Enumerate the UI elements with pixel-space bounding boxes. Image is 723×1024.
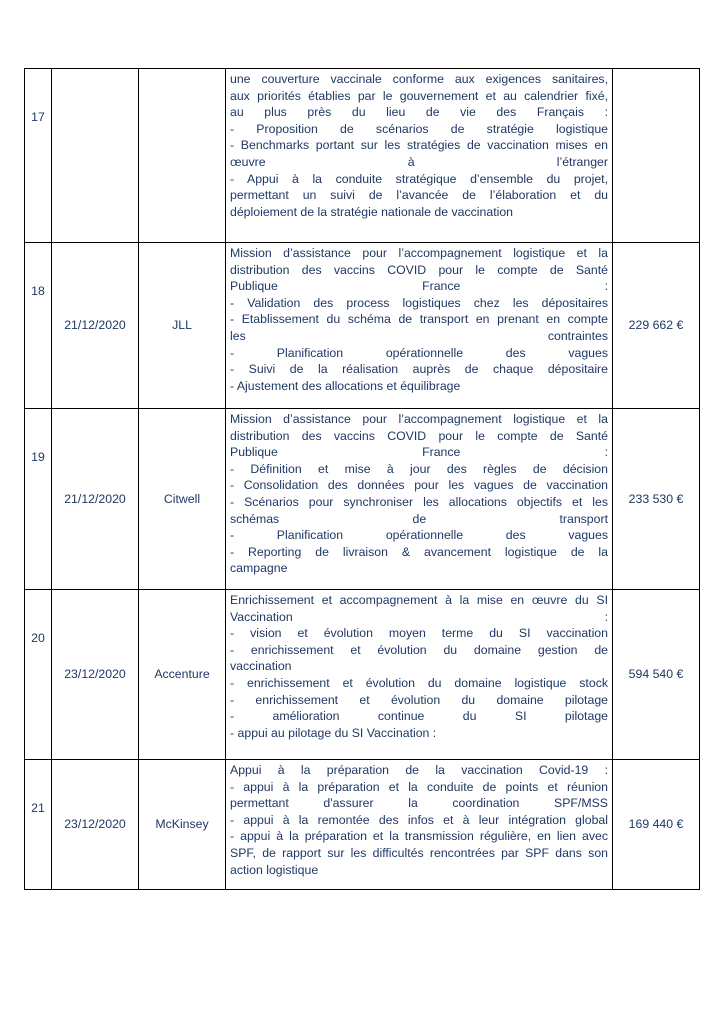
description-line: - Etablissement du schéma de transport en prenant en compte <box>230 312 608 327</box>
description-line: - appui à la préparation et la transmission régulière, en lien avec <box>230 829 608 844</box>
mission-description <box>226 590 613 760</box>
description-line: Vaccination : <box>230 609 608 624</box>
description-line: - Planification opérationnelle des vagues <box>230 345 608 360</box>
contract-amount: 594 540 € <box>613 590 700 760</box>
table-row <box>25 69 700 243</box>
description-line: - Appui à la conduite stratégique d’ensemble du projet, <box>230 171 608 186</box>
contract-date <box>52 69 139 243</box>
description-line: Mission d’assistance pour l’accompagnement logistique et la <box>230 246 608 260</box>
description-line: - Benchmarks portant sur les stratégies de vaccination mises en <box>230 138 608 153</box>
row-number: 18 <box>25 243 52 409</box>
contract-date: 23/12/2020 <box>52 590 139 760</box>
description-line: - amélioration continue du SI pilotage <box>230 709 608 724</box>
description-line: campagne <box>230 561 288 576</box>
mission-description <box>226 409 613 590</box>
description-line: Publique France : <box>230 279 608 294</box>
description-line: Mission d’assistance pour l’accompagnement logistique et la <box>230 412 608 426</box>
row-number: 19 <box>25 409 52 590</box>
description-line: - Validation des process logistiques chez les dépositaires <box>230 295 608 310</box>
description-line: - Proposition de scénarios de stratégie logistique <box>230 121 608 136</box>
description-line: - enrichissement et évolution du domaine logistique stock <box>230 675 608 690</box>
table-row <box>25 409 700 590</box>
description-line: vaccination <box>230 659 292 674</box>
description-line: schémas de transport <box>230 511 608 526</box>
description-line: - appui au pilotage du SI Vaccination : <box>230 725 437 740</box>
description-line: au plus près du lieu de vie des Français : <box>230 105 608 120</box>
row-number: 20 <box>25 590 52 760</box>
description-line: - Consolidation des données pour les vagues de vaccination <box>230 478 608 493</box>
description-line: - appui à la remontée des infos et à leur intégration global <box>230 812 608 827</box>
description-line: - Scénarios pour synchroniser les allocations objectifs et les <box>230 494 608 509</box>
description-line: permettant un suivi de l’avancée de l’élaboration et du <box>230 188 608 203</box>
vendor-name: McKinsey <box>139 760 226 890</box>
vendor-name: Accenture <box>139 590 226 760</box>
mission-description <box>226 243 613 409</box>
contract-date: 21/12/2020 <box>52 409 139 590</box>
description-line: permettant d'assurer la coordination SPF/MSS <box>230 796 608 811</box>
description-line: aux priorités établies par le gouvernement et au calendrier fixé, <box>230 88 608 103</box>
vendor-name: JLL <box>139 243 226 409</box>
vendor-name <box>139 69 226 243</box>
table-row <box>25 760 700 890</box>
contract-amount <box>613 69 700 243</box>
table-row <box>25 243 700 409</box>
description-line: distribution des vaccins COVID pour le compte de Santé <box>230 262 608 277</box>
contract-amount: 229 662 € <box>613 243 700 409</box>
vendor-name: Citwell <box>139 409 226 590</box>
row-number: 21 <box>25 760 52 890</box>
description-line: les contraintes <box>230 328 608 343</box>
mission-description <box>226 760 613 890</box>
description-line: - Reporting de livraison & avancement logistique de la <box>230 544 608 559</box>
description-line: - Planification opérationnelle des vagues <box>230 528 608 543</box>
description-line: Enrichissement et accompagnement à la mise en œuvre du SI <box>230 593 608 607</box>
description-line: SPF, de rapport sur les difficultés rencontrées par SPF dans son <box>230 845 608 860</box>
description-line: - enrichissement et évolution du domaine pilotage <box>230 692 608 707</box>
description-line: - vision et évolution moyen terme du SI vaccination <box>230 626 608 641</box>
description-line: déploiement de la stratégie nationale de vaccination <box>230 204 514 219</box>
description-line: distribution des vaccins COVID pour le compte de Santé <box>230 428 608 443</box>
description-line: Publique France : <box>230 445 608 460</box>
description-line: - Ajustement des allocations et équilibrage <box>230 378 461 393</box>
table-row <box>25 590 700 760</box>
description-line: - appui à la préparation et la conduite de points et réunion <box>230 779 608 794</box>
contract-amount: 169 440 € <box>613 760 700 890</box>
description-line: Appui à la préparation de la vaccination Covid-19 : <box>230 763 608 777</box>
description-line: action logistique <box>230 862 319 877</box>
contract-amount: 233 530 € <box>613 409 700 590</box>
description-line: une couverture vaccinale conforme aux exigences sanitaires, <box>230 72 608 86</box>
contract-date: 23/12/2020 <box>52 760 139 890</box>
description-line: - Suivi de la réalisation auprès de chaque dépositaire <box>230 362 608 377</box>
contracts-table <box>24 68 700 890</box>
mission-description <box>226 69 613 243</box>
description-line: œuvre à l’étranger <box>230 154 608 169</box>
table-body <box>25 69 700 890</box>
row-number: 17 <box>25 69 52 243</box>
contract-date: 21/12/2020 <box>52 243 139 409</box>
description-line: - enrichissement et évolution du domaine gestion de <box>230 642 608 657</box>
description-line: - Définition et mise à jour des règles de décision <box>230 461 608 476</box>
